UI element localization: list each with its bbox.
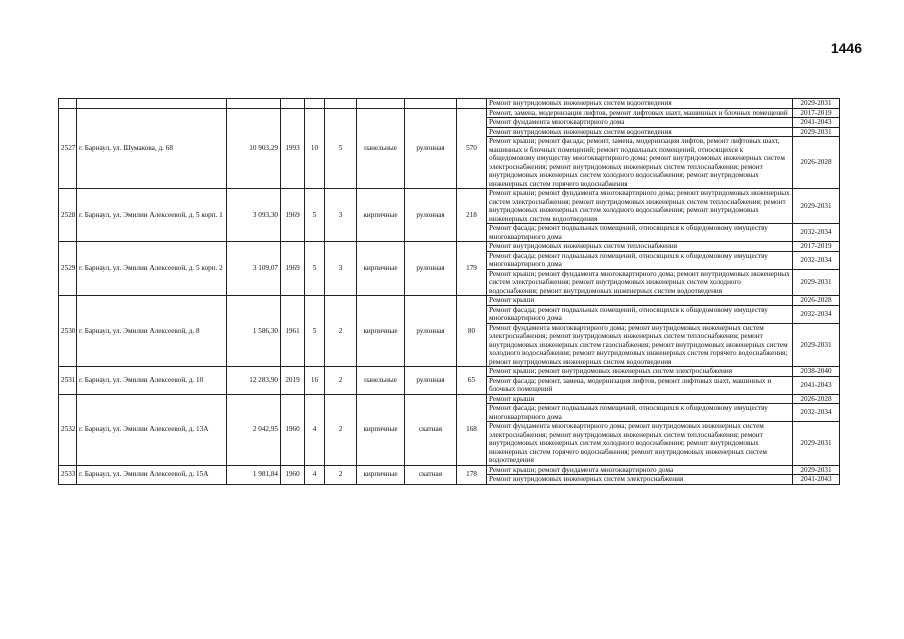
work-description: Ремонт внутридомовых инженерных систем водоотведения — [487, 99, 793, 109]
work-period: 2029-2031 — [793, 99, 840, 109]
floors-cell: 16 — [305, 367, 325, 395]
work-period: 2029-2031 — [793, 127, 840, 137]
cell-empty — [281, 99, 305, 109]
wall-material-cell: кирпичные — [357, 242, 405, 296]
roof-type-cell: рулонная — [405, 296, 457, 367]
area-cell: 12 283,90 — [227, 367, 281, 395]
work-period: 2029-2031 — [793, 323, 840, 367]
residents-cell: 179 — [457, 242, 487, 296]
roof-type-cell: рулонная — [405, 189, 457, 242]
work-description: Ремонт фундамента многоквартирного дома; ремонт внутридомовых инженерных систем электроснабжения; ремонт внутридомовых инженерных систем теплоснабжения; ремонт внутридомовых инженерных систем газоснабжения; ремонт внутридомовых инженерных систем холодного водоснабжения; ремонт внутридомовых инженерных систем горячего водоснабжения; ремонт внутридомовых инженерных систем водоотведения — [487, 323, 793, 367]
record-number: 2531 — [59, 367, 77, 395]
floors-cell: 4 — [305, 394, 325, 465]
record-number: 2527 — [59, 108, 77, 189]
year-built-cell: 1969 — [281, 242, 305, 296]
work-description: Ремонт крыши — [487, 296, 793, 306]
work-period: 2026-2028 — [793, 394, 840, 404]
cell-empty — [405, 99, 457, 109]
address-cell: г. Барнаул, ул. Эмилии Алексеевой, д. 5 корп. 2 — [77, 242, 227, 296]
cell-empty — [325, 99, 357, 109]
wall-material-cell: панельные — [357, 367, 405, 395]
work-period: 2041-2043 — [793, 118, 840, 128]
entrances-cell: 2 — [325, 296, 357, 367]
work-period: 2032-2034 — [793, 251, 840, 269]
area-cell: 2 042,95 — [227, 394, 281, 465]
record-number: 2529 — [59, 242, 77, 296]
floors-cell: 5 — [305, 189, 325, 242]
wall-material-cell: панельные — [357, 108, 405, 189]
entrances-cell: 2 — [325, 465, 357, 484]
table-row — [59, 242, 840, 252]
wall-material-cell: кирпичные — [357, 296, 405, 367]
residents-cell: 570 — [457, 108, 487, 189]
cell-empty — [357, 99, 405, 109]
entrances-cell: 3 — [325, 242, 357, 296]
work-description: Ремонт фасада; ремонт, замена, модернизация лифтов, ремонт лифтовых шахт, машинных и блочных помещений — [487, 376, 793, 394]
residents-cell: 80 — [457, 296, 487, 367]
work-description: Ремонт фасада; ремонт подвальных помещений, относящихся к общедомовому имуществу многоквартирного дома — [487, 251, 793, 269]
residents-cell: 218 — [457, 189, 487, 242]
wall-material-cell: кирпичные — [357, 465, 405, 484]
address-cell: г. Барнаул, ул. Эмилии Алексеевой, д. 13А — [77, 394, 227, 465]
work-period: 2017-2019 — [793, 242, 840, 252]
entrances-cell: 2 — [325, 367, 357, 395]
work-description: Ремонт крыши; ремонт фундамента многоквартирного дома; ремонт внутридомовых инженерных систем электроснабжения; ремонт внутридомовых инженерных систем теплоснабжения; ремонт внутридомовых инженерных систем холодного водоснабжения; ремонт внутридомовых инженерных систем водоотведения — [487, 189, 793, 224]
work-period: 2017-2019 — [793, 108, 840, 118]
address-cell: г. Барнаул, ул. Эмилии Алексеевой, д. 8 — [77, 296, 227, 367]
work-period: 2038-2040 — [793, 367, 840, 377]
roof-type-cell: скатная — [405, 394, 457, 465]
work-period: 2032-2034 — [793, 224, 840, 242]
work-period: 2029-2031 — [793, 465, 840, 475]
roof-type-cell: рулонная — [405, 242, 457, 296]
cell-empty — [305, 99, 325, 109]
work-period: 2032-2034 — [793, 404, 840, 422]
work-description: Ремонт внутридомовых инженерных систем электроснабжения — [487, 475, 793, 485]
carryover-row — [59, 99, 840, 109]
wall-material-cell: кирпичные — [357, 189, 405, 242]
area-cell: 3 109,07 — [227, 242, 281, 296]
area-cell: 3 093,30 — [227, 189, 281, 242]
roof-type-cell: рулонная — [405, 108, 457, 189]
cell-empty — [77, 99, 227, 109]
cell-empty — [227, 99, 281, 109]
work-description: Ремонт крыши; ремонт фундамента многоквартирного дома; ремонт внутридомовых инженерных систем электроснабжения; ремонт внутридомовых инженерных систем холодного водоснабжения; ремонт внутридомовых инженерных систем водоотведения — [487, 269, 793, 296]
work-period: 2029-2031 — [793, 422, 840, 466]
entrances-cell: 5 — [325, 108, 357, 189]
cell-empty — [457, 99, 487, 109]
year-built-cell: 2019 — [281, 367, 305, 395]
area-cell: 1 586,30 — [227, 296, 281, 367]
address-cell: г. Барнаул, ул. Эмилии Алексеевой, д. 5 корп. 1 — [77, 189, 227, 242]
floors-cell: 4 — [305, 465, 325, 484]
work-description: Ремонт фундамента многоквартирного дома — [487, 118, 793, 128]
work-period: 2026-2028 — [793, 296, 840, 306]
table-row — [59, 189, 840, 224]
address-cell: г. Барнаул, ул. Шумакова, д. 68 — [77, 108, 227, 189]
roof-type-cell: рулонная — [405, 367, 457, 395]
year-built-cell: 1960 — [281, 394, 305, 465]
table-row — [59, 108, 840, 118]
entrances-cell: 2 — [325, 394, 357, 465]
work-description: Ремонт крыши; ремонт фасада; ремонт, замена, модернизация лифтов, ремонт лифтовых шахт, машинных и блочных помещений; ремонт подвальных помещений, относящихся к общедомовому имуществу многоквартирного дома; ремонт внутридомовых инженерных систем электроснабжения; ремонт внутридомовых инженерных систем теплоснабжения; ремонт внутридомовых инженерных систем холодного водоснабжения; ремонт внутридомовых инженерных систем горячего водоснабжения — [487, 137, 793, 189]
cell-empty — [59, 99, 77, 109]
work-period: 2029-2031 — [793, 269, 840, 296]
capital-repair-table — [58, 98, 840, 485]
work-description: Ремонт фундамента многоквартирного дома; ремонт внутридомовых инженерных систем электроснабжения; ремонт внутридомовых инженерных систем теплоснабжения; ремонт внутридомовых инженерных систем холодного водоснабжения; ремонт внутридомовых инженерных систем горячего водоснабжения; ремонт внутридомовых инженерных систем водоотведения — [487, 422, 793, 466]
table-row — [59, 296, 840, 306]
year-built-cell: 1993 — [281, 108, 305, 189]
work-period: 2041-2043 — [793, 376, 840, 394]
floors-cell: 5 — [305, 296, 325, 367]
record-number: 2533 — [59, 465, 77, 484]
year-built-cell: 1969 — [281, 189, 305, 242]
area-cell: 10 903,29 — [227, 108, 281, 189]
work-description: Ремонт крыши; ремонт внутридомовых инженерных систем электроснабжения — [487, 367, 793, 377]
record-number: 2530 — [59, 296, 77, 367]
residents-cell: 65 — [457, 367, 487, 395]
floors-cell: 10 — [305, 108, 325, 189]
year-built-cell: 1961 — [281, 296, 305, 367]
floors-cell: 5 — [305, 242, 325, 296]
record-number: 2532 — [59, 394, 77, 465]
year-built-cell: 1960 — [281, 465, 305, 484]
work-description: Ремонт внутридомовых инженерных систем теплоснабжения — [487, 242, 793, 252]
residents-cell: 168 — [457, 394, 487, 465]
page-number: 1446 — [830, 40, 862, 56]
table-row — [59, 367, 840, 377]
address-cell: г. Барнаул, ул. Эмилии Алексеевой, д. 15А — [77, 465, 227, 484]
area-cell: 1 981,84 — [227, 465, 281, 484]
record-number: 2528 — [59, 189, 77, 242]
work-description: Ремонт фасада; ремонт подвальных помещений, относящихся к общедомовому имуществу многоквартирного дома — [487, 404, 793, 422]
wall-material-cell: кирпичные — [357, 394, 405, 465]
address-cell: г. Барнаул, ул. Эмилии Алексеевой, д. 10 — [77, 367, 227, 395]
table-row — [59, 465, 840, 475]
work-period: 2029-2031 — [793, 189, 840, 224]
work-period: 2041-2043 — [793, 475, 840, 485]
residents-cell: 178 — [457, 465, 487, 484]
work-period: 2032-2034 — [793, 305, 840, 323]
work-description: Ремонт крыши; ремонт фундамента многоквартирного дома — [487, 465, 793, 475]
work-description: Ремонт крыши — [487, 394, 793, 404]
work-description: Ремонт внутридомовых инженерных систем водоотведения — [487, 127, 793, 137]
work-description: Ремонт фасада; ремонт подвальных помещений, относящихся к общедомовому имуществу многоквартирного дома — [487, 224, 793, 242]
table-row — [59, 394, 840, 404]
entrances-cell: 3 — [325, 189, 357, 242]
roof-type-cell: скатная — [405, 465, 457, 484]
work-description: Ремонт, замена, модернизация лифтов, ремонт лифтовых шахт, машинных и блочных помещений — [487, 108, 793, 118]
work-period: 2026-2028 — [793, 137, 840, 189]
work-description: Ремонт фасада; ремонт подвальных помещений, относящихся к общедомовому имуществу многоквартирного дома — [487, 305, 793, 323]
